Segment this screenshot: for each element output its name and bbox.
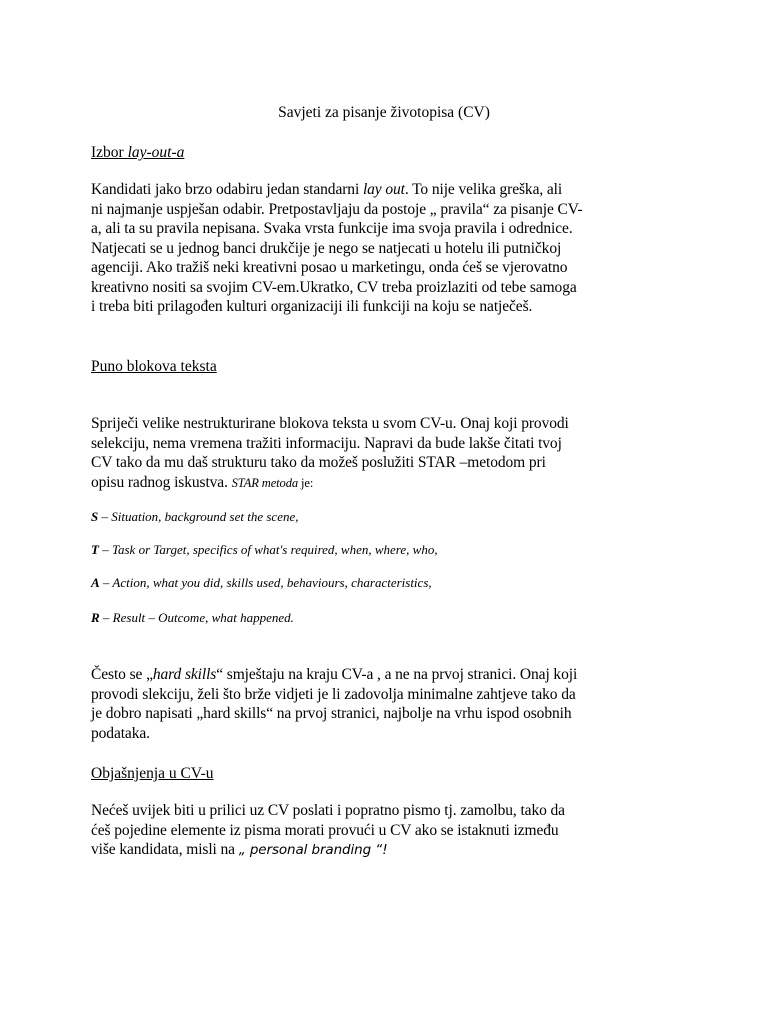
page-title: Savjeti za pisanje životopisa (CV)	[278, 104, 490, 121]
heading-layout-italic: lay-out-a	[127, 144, 185, 161]
paragraph-text-blocks	[91, 414, 691, 493]
paragraph-line: a, ali ta su pravila nepisana. Svaka vrsta funkcije ima svoja pravila i odrednice.	[91, 220, 573, 237]
paragraph-line: Natjecati se u jednog banci drukčije je nego se natjecati u hotelu ili putničkoj	[91, 239, 562, 257]
paragraph-hard-skills	[91, 665, 691, 743]
star-item-a: A – Action, what you did, skills used, behaviours, characteristics,	[91, 575, 432, 590]
paragraph-line: Često se „hard skills“ smještaju na kraju CV-a , a ne na prvoj stranici. Onaj koji	[91, 666, 578, 683]
paragraph-line: agenciji. Ako tražiš neki kreativni posao u marketingu, onda ćeš se vjerovatno	[91, 259, 568, 276]
paragraph-line: provodi slekciju, želi što brže vidjeti je li zadovolja minimalne zahtjeve tako da	[91, 685, 576, 703]
paragraph-line: Spriječi velike nestrukturirane blokova teksta u svom CV-u. Onaj koji provodi	[91, 415, 569, 432]
paragraph-line: CV tako da mu daš strukturu tako da možeš poslužiti STAR –metodom pri	[91, 454, 546, 471]
heading-explanations: Objašnjenja u CV-u	[91, 765, 214, 782]
paragraph-line: ni najmanje uspješan odabir. Pretpostavljaju da postoje „ pravila“ za pisanje CV-	[91, 200, 583, 218]
paragraph-line: Kandidati jako brzo odabiru jedan standarni lay out. To nije velika greška, ali	[91, 181, 563, 198]
paragraph-line: kreativno nositi sa svojim CV-em.Ukratko, CV treba proizlaziti od tebe samoga	[91, 278, 577, 296]
star-item-r: R – Result – Outcome, what happened.	[91, 610, 294, 625]
paragraph-line: je dobro napisati „hard skills“ na prvoj stranici, najbolje na vrhu ispod osobnih	[91, 705, 572, 722]
paragraph-line: selekciju, nema vremena tražiti informaciju. Napravi da bude lakše čitati tvoj	[91, 434, 562, 452]
paragraph-line: opisu radnog iskustva. STAR metoda je:	[91, 473, 314, 491]
paragraph-explanations	[91, 801, 691, 861]
paragraph-line: i treba biti prilagođen kulturi organizaciji ili funkciji na koju se natječeš.	[91, 298, 533, 315]
paragraph-line: Nećeš uvijek biti u prilici uz CV poslati i popratno pismo tj. zamolbu, tako da	[91, 802, 565, 819]
paragraph-line: ćeš pojedine elemente iz pisma morati provući u CV ako se istaknuti između	[91, 821, 559, 839]
paragraph-layout	[91, 180, 691, 317]
star-item-s: S – Situation, background set the scene,	[91, 509, 299, 524]
heading-text-blocks: Puno blokova teksta	[91, 358, 217, 375]
heading-layout	[91, 143, 184, 163]
star-item-t: T – Task or Target, specifics of what's required, when, where, who,	[91, 542, 438, 557]
paragraph-line: podataka.	[91, 724, 150, 742]
heading-layout-plain: Izbor	[91, 144, 128, 161]
paragraph-line: više kandidata, misli na „ personal branding “!	[91, 841, 388, 858]
